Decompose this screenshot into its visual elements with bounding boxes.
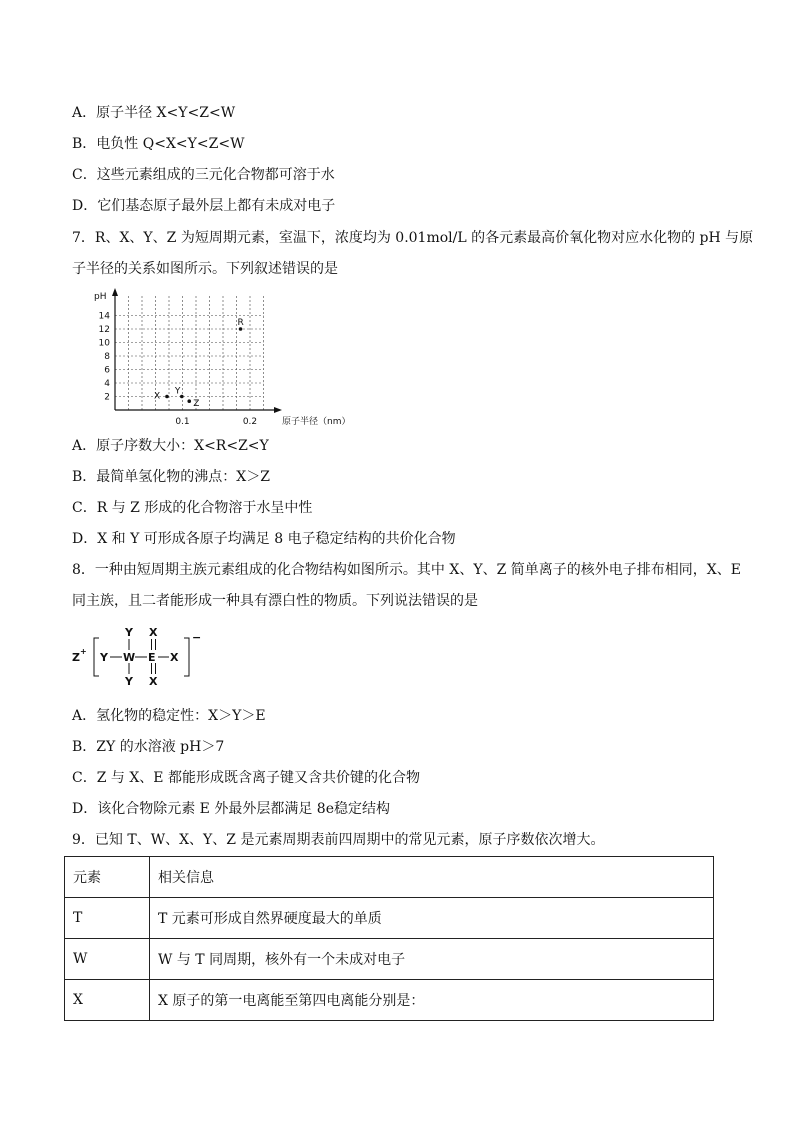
chart-y-label: pH: [94, 292, 107, 302]
table-header-cell: 元素: [65, 857, 150, 898]
chart-point-label: X: [153, 391, 161, 402]
struct-x-right: X: [170, 651, 179, 664]
chart-x-axis-arrow: [274, 407, 282, 413]
table-cell: X 原子的第一电离能至第四电离能分别是：: [150, 980, 714, 1021]
struct-w-bottom-y: Y: [125, 675, 133, 688]
element-info-table: [64, 856, 714, 1021]
table-cell: W 与 T 同周期，核外有一个未成对电子: [150, 939, 714, 980]
q9-stem: 9．已知 T、W、X、Y、Z 是元素周期表前四周期中的常见元素，原子序数依次增大。: [72, 832, 605, 848]
chart-y-tick-label: 14: [98, 311, 110, 322]
table-row: [65, 980, 714, 1021]
table-cell: T 元素可形成自然界硬度最大的单质: [150, 898, 714, 939]
struct-w-top-y: Y: [125, 626, 133, 639]
chart-y-tick-label: 4: [104, 379, 110, 389]
struct-e: E: [148, 651, 156, 664]
struct-right-bracket: [184, 638, 189, 676]
struct-cation-charge: +: [80, 647, 87, 656]
chart-y-tick-label: 6: [104, 365, 110, 376]
struct-e-top-x: X: [149, 626, 158, 639]
q7-option-b: B．最简单氢化物的沸点：X＞Z: [72, 469, 270, 485]
q6-option-d: D．它们基态原子最外层上都有未成对电子: [72, 198, 336, 214]
chart-point-x: [165, 395, 169, 399]
chart-y-tick-label: 8: [104, 352, 110, 362]
chart-point-y: [180, 395, 184, 399]
q7-option-d: D．X 和 Y 可形成各原子均满足 8 电子稳定结构的共价化合物: [72, 531, 456, 547]
compound-structure-diagram: [70, 624, 210, 688]
chart-point-label: Y: [174, 386, 181, 397]
chart-point-label: Z: [193, 399, 200, 410]
q8-option-b: B．ZY 的水溶液 pH＞7: [72, 739, 225, 755]
struct-y-left: Y: [100, 651, 108, 664]
q6-option-c: C．这些元素组成的三元化合物都可溶于水: [72, 167, 335, 183]
q7-stem-line2: 子半径的关系如图所示。下列叙述错误的是: [72, 261, 338, 277]
q8-option-d: D．该化合物除元素 E 外最外层都满足 8e稳定结构: [72, 801, 390, 817]
ph-radius-chart: [90, 286, 360, 432]
chart-x-label: 原子半径（nm）: [282, 417, 351, 427]
chart-x-tick-label: 0.1: [175, 417, 190, 427]
chart-y-axis-arrow: [112, 288, 118, 296]
table-cell: W: [65, 939, 150, 980]
chart-x-tick-label: 0.2: [242, 417, 258, 427]
q7-option-a: A．原子序数大小：X<R<Z<Y: [72, 438, 269, 454]
q6-option-b: B．电负性 Q<X<Y<Z<W: [72, 136, 245, 152]
q7-stem-line1: 7．R、X、Y、Z 为短周期元素，室温下，浓度均为 0.01mol/L 的各元素最高价氧化物对应水化物的 pH 与原: [72, 230, 754, 246]
chart-y-tick-label: 2: [104, 392, 110, 403]
table-row: [65, 898, 714, 939]
table-header-row: [65, 857, 714, 898]
table-cell: X: [65, 980, 150, 1021]
chart-y-tick-label: 12: [98, 325, 110, 335]
chart-y-tick-label: 10: [98, 338, 110, 349]
q7-option-c: C．R 与 Z 形成的化合物溶于水呈中性: [72, 500, 313, 516]
q6-option-a: A．原子半径 X<Y<Z<W: [72, 105, 236, 121]
table-row: [65, 939, 714, 980]
struct-w: W: [123, 651, 136, 664]
table-cell: T: [65, 898, 150, 939]
struct-anion-charge: −: [192, 631, 202, 644]
struct-e-bottom-x: X: [149, 675, 158, 688]
struct-cation: Z: [72, 651, 80, 664]
q8-stem-line1: 8．一种由短周期主族元素组成的化合物结构如图所示。其中 X、Y、Z 简单离子的核外电子排布相同，X、E: [72, 562, 741, 578]
struct-left-bracket: [94, 638, 99, 676]
chart-point-z: [187, 399, 191, 403]
q8-option-a: A．氢化物的稳定性：X＞Y＞E: [72, 708, 266, 724]
chart-grid: [115, 296, 264, 410]
q8-stem-line2: 同主族，且二者能形成一种具有漂白性的物质。下列说法错误的是: [72, 593, 478, 609]
q8-option-c: C．Z 与 X、E 都能形成既含离子键又含共价键的化合物: [72, 770, 420, 786]
chart-point-label: R: [237, 318, 244, 328]
table-header-cell: 相关信息: [150, 857, 714, 898]
